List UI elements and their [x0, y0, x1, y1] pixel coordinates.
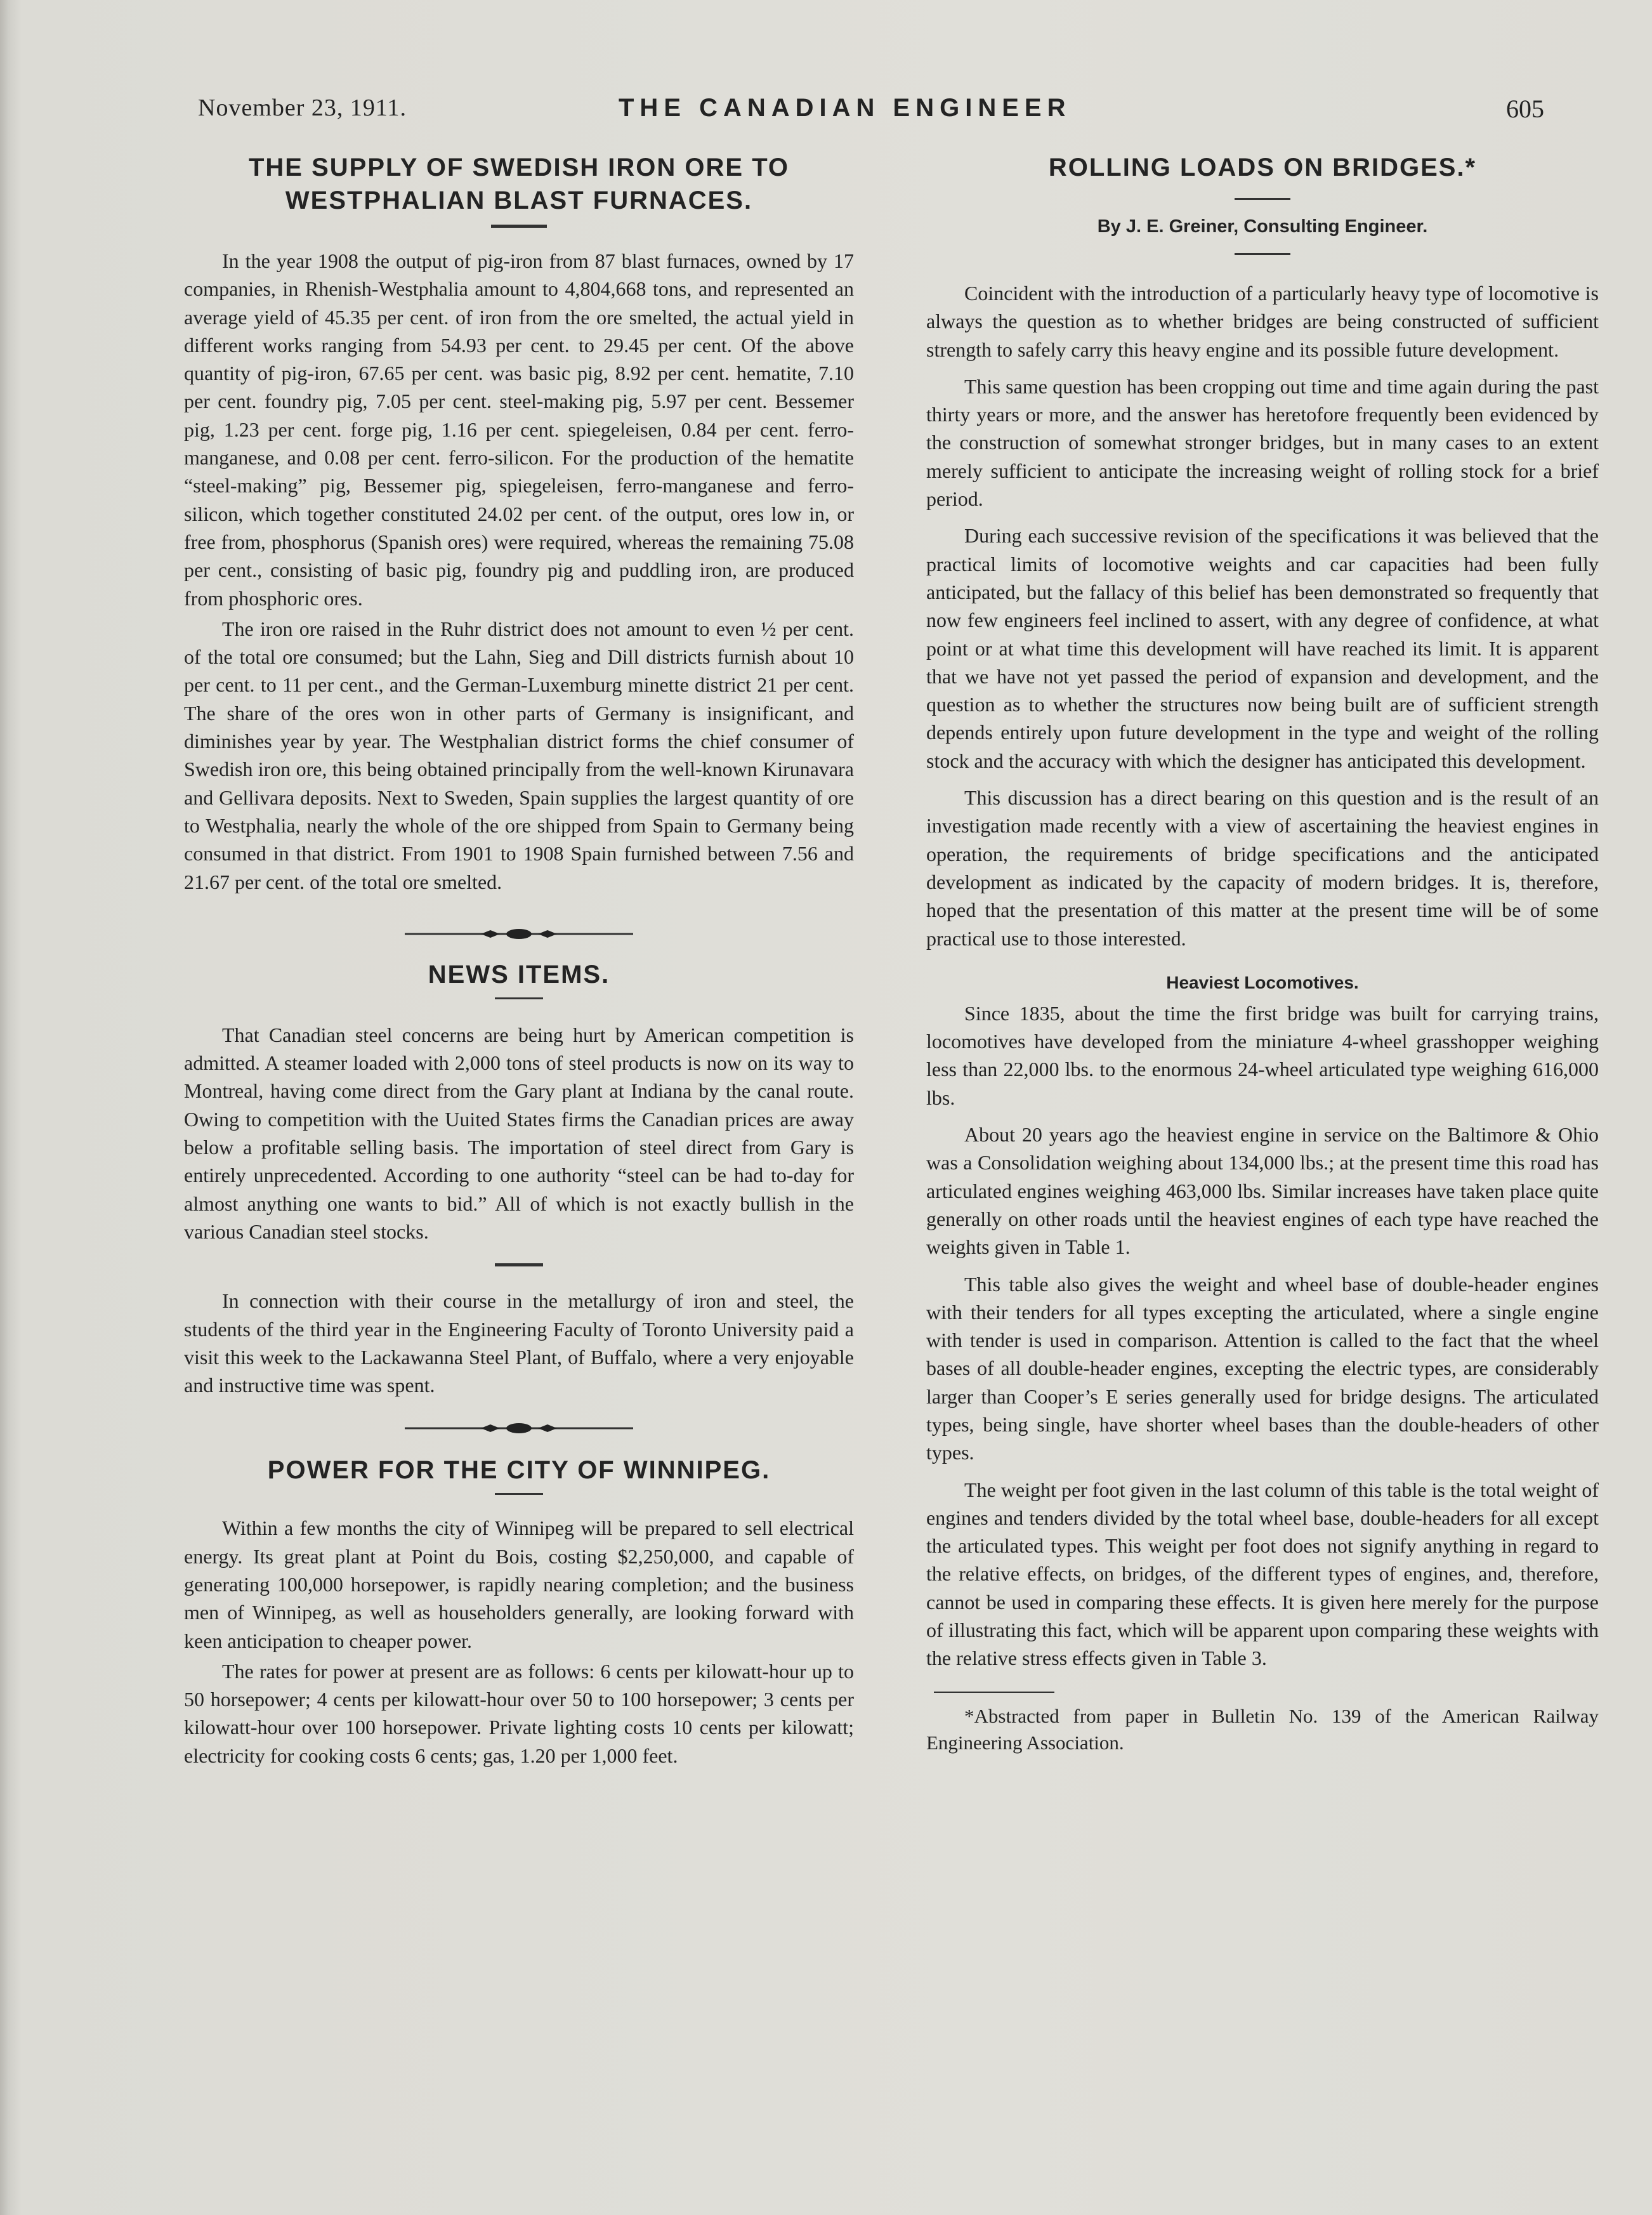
paragraph: During each successive revision of the specifications it was believed that the practical limits of locomotive weights and car capacities had been fully anticipated, but the fallacy of this belief has been demonstrated so frequently that now few engineers feel inclined to assert, with any degree of confidence, at what point or at what time this development will have reached its limit. It is apparent that we have not yet passed the period of expansion and development, and the question as to whether the structures now being built are of sufficient strength depends entirely upon future development in the type and weight of the rolling stock and the accuracy with which the designer has anticipated this development. [926, 524, 1599, 772]
paragraph: This discussion has a direct bearing on this question and is the result of an investigation made recently with a view of ascertaining the heaviest engines in operation, the requirements of bridge specifications and the anticipated development as indicated by the capacity of modern bridges. It is, therefore, hoped that the presentation of this matter at the present time will be of some practical use to those interested. [926, 786, 1599, 950]
footnote-rule [934, 1692, 1054, 1693]
article-title [184, 151, 854, 217]
paragraph: This table also gives the weight and wheel base of double-header engines with their tenders for all types excepting the articulated, where a single engine with tender is used in comparison. Attention is called to the fact that the wheel bases of all double-header engines, excepting the electric types, are considerably larger than Cooper’s E series generally used for bridge designs. The articulated types, being single, have shorter wheel bases than the double-headers of other types. [926, 1272, 1599, 1464]
article-title: POWER FOR THE CITY OF WINNIPEG. [267, 1456, 771, 1485]
paragraph: The weight per foot given in the last column of this table is the total weight of engines and tenders divided by the total wheel base, double-headers for all except the articulated types. This weight per foot does not signify anything in regard to the relative effects, on bridges, of the different types of engines, and, therefore, cannot be used in comparing these effects. It is given here merely for the purpose of illustrating this fact, which will be apparent upon comparing these weights with the relative stress effects given in Table 3. [926, 1478, 1599, 1670]
title-rule [1235, 198, 1290, 200]
article-title-line-1: THE SUPPLY OF SWEDISH IRON ORE TO [248, 154, 790, 181]
paragraph: The rates for power at present are as follows: 6 cents per kilowatt-hour up to 50 horsepower; 4 cents per kilowatt-hour over 50 to 100 horsepower; 3 cents per kilowatt-hour over 100 horsepower. Private lighting costs 10 cents per kilowatt; electricity for cooking costs 6 cents; gas, 1.20 per 1,000 feet. [184, 1659, 854, 1767]
article-power-winnipeg [184, 1454, 854, 1770]
paragraph: This same question has been cropping out time and time again during the past thirty years or more, and the answer has heretofore frequently been evidenced by the construction of somewhat stronger bridges, but in many cases to an extent merely sufficient to anticipate the increasing weight of rolling stock for a brief period. [926, 374, 1599, 511]
title-rule [495, 1493, 543, 1495]
footnote: *Abstracted from paper in Bulletin No. 139 of the American Railway Engineering Association. [926, 1704, 1599, 1754]
right-column [926, 151, 1599, 1756]
item-separator [495, 1263, 543, 1266]
byline: By J. E. Greiner, Consulting Engineer. [1097, 216, 1428, 237]
section-subheading: Heaviest Locomotives. [1166, 972, 1359, 992]
section-divider-ornament [405, 928, 633, 940]
article-swedish-iron-ore [184, 151, 854, 896]
left-column [184, 151, 854, 1770]
title-rule [491, 225, 547, 228]
article-news-items [184, 958, 854, 1400]
paragraph: Coincident with the introduction of a particularly heavy type of locomotive is always the question as to whether bridges are being constructed of sufficient strength to safely carry this heavy engine and its possible future development. [926, 282, 1599, 361]
byline-rule [1235, 253, 1290, 255]
paragraph: About 20 years ago the heaviest engine in service on the Baltimore & Ohio was a Consolidation weighing about 134,000 lbs.; at the present time this road has articulated engines weighing 463,000 lbs. Similar increases have taken place quite generally on other roads until the heaviest engines of each type have reached the weights given in Table 1. [926, 1123, 1599, 1259]
title-rule [495, 997, 543, 999]
page-number: 605 [1506, 95, 1544, 123]
paragraph: That Canadian steel concerns are being hurt by American competition is admitted. A steamer loaded with 2,000 tons of steel products is now on its way to Montreal, having come direct from the Gary plant at Indiana by the canal route. Owing to competition with the Uuited States firms the Canadian prices are away below a profitable selling basis. The importation of steel direct from Gary is entirely unprecedented. According to one authority “steel can be had to-day for almost anything one wants to bid.” All of which is not exactly bullish in the various Canadian steel stocks. [184, 1023, 854, 1243]
article-title: NEWS ITEMS. [428, 960, 610, 989]
article-title: ROLLING LOADS ON BRIDGES.* [1048, 154, 1477, 181]
section-divider-ornament [405, 1422, 633, 1435]
paragraph: Since 1835, about the time the first bridge was built for carrying trains, locomotives have developed from the miniature 4-wheel grasshopper weighing less than 22,000 lbs. to the enormous 24-wheel articulated type weighing 616,000 lbs. [926, 1001, 1599, 1109]
paragraph: In the year 1908 the output of pig-iron from 87 blast furnaces, owned by 17 companies, in Rhenish-Westphalia amount to 4,804,668 tons, and represented an average yield of 45.35 per cent. of iron from the ore smelted, the actual yield in different works ranging from 54.93 per cent. to 29.45 per cent. Of the above quantity of pig-iron, 67.65 per cent. was basic pig, 8.92 per cent. hematite, 7.10 per cent. foundry pig, 7.05 per cent. steel-making pig, 5.97 per cent. Bessemer pig, 1.23 per cent. forge pig, 1.16 per cent. spiegeleisen, 0.84 per cent. ferro-manganese, and 0.08 per cent. ferro-silicon. For the production of the hematite “steel-making” pig, Bessemer pig, spiegeleisen, ferro-manganese and ferro-silicon, which together constituted 24.02 per cent. of the output, ores low in, or free from, phosphorus (Spanish ores) were required, whereas the remaining 75.08 per cent., consisting of basic pig, foundry pig and puddling iron, are produced from phosphoric ores. [184, 249, 854, 610]
issue-date: November 23, 1911. [198, 95, 407, 121]
running-head [0, 94, 1652, 132]
article-title-line-2: WESTPHALIAN BLAST FURNACES. [285, 187, 753, 214]
article-rolling-loads [926, 151, 1599, 1756]
journal-title: THE CANADIAN ENGINEER [619, 94, 1072, 122]
paragraph: Within a few months the city of Winnipeg will be prepared to sell electrical energy. Its great plant at Point du Bois, costing $2,250,000, and capable of generating 100,000 horsepower, is rapidly nearing completion; and the business men of Winnipeg, as well as householders generally, are looking forward with keen anticipation to cheaper power. [184, 1516, 854, 1652]
paragraph: The iron ore raised in the Ruhr district does not amount to even ½ per cent. of the total ore consumed; but the Lahn, Sieg and Dill districts furnish about 10 per cent. to 11 per cent., and the German-Luxemburg minette district 21 per cent. The share of the ores won in other parts of Germany is insignificant, and diminishes year by year. The Westphalian district forms the chief consumer of Swedish iron ore, this being obtained principally from the well-known Kirunavara and Gellivara deposits. Next to Sweden, Spain supplies the largest quantity of ore to Westphalia, nearly the whole of the ore shipped from Spain to Germany being consumed in that district. From 1901 to 1908 Spain furnished between 7.56 and 21.67 per cent. of the total ore smelted. [184, 617, 854, 893]
paragraph: In connection with their course in the metallurgy of iron and steel, the students of the third year in the Engineering Faculty of Toronto University paid a visit this week to the Lackawanna Steel Plant, of Buffalo, where a very enjoyable and instructive time was spent. [184, 1289, 854, 1397]
